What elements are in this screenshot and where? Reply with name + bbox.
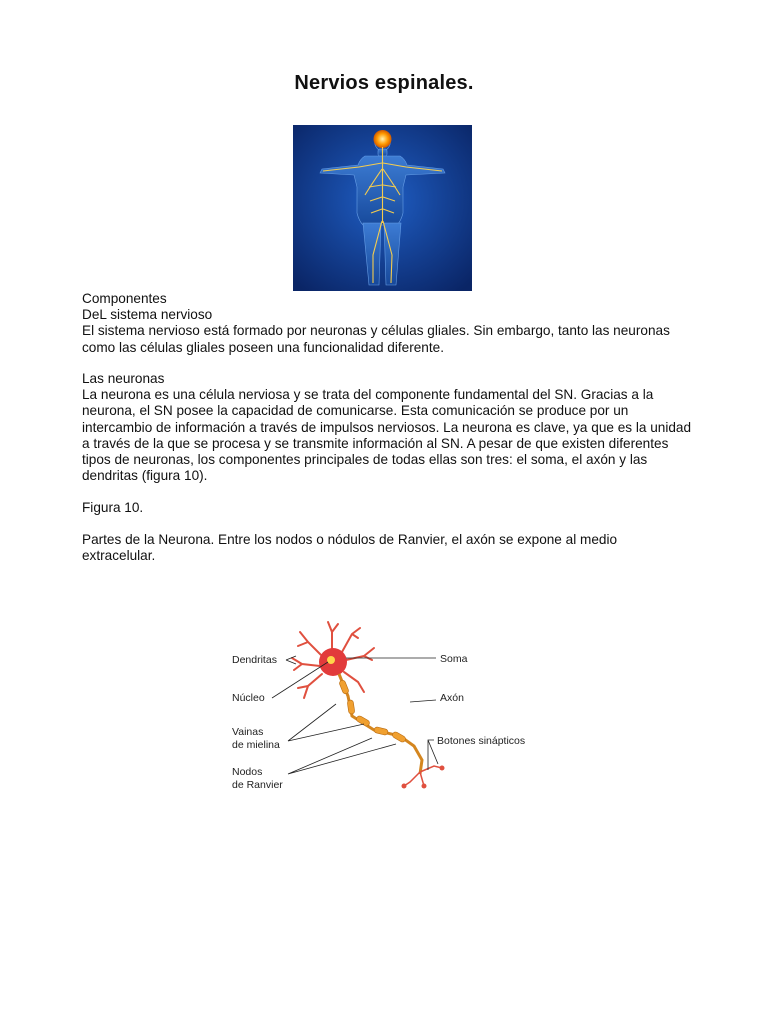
neurons-section bbox=[82, 371, 692, 484]
figure-caption bbox=[82, 500, 692, 516]
label-botones: Botones sinápticos bbox=[437, 735, 526, 747]
label-nodos-2: de Ranvier bbox=[232, 779, 283, 791]
nervous-system-figure bbox=[293, 125, 472, 291]
label-nodos-1: Nodos bbox=[232, 766, 263, 778]
neuron-parts-section bbox=[82, 532, 692, 564]
paragraph-neurons: La neurona es una célula nerviosa y se trata del componente fundamental del SN. Gracias a la neurona, el SN posee la capacidad de comunicarse. Esta comunicación se produce por un intercambio de información a través de impulsos nerviosos. La neurona es clave, ya que es la unidad a través de la que se procesa y se transmite información al SN. A pesar de que existen diferentes tipos de neuronas, los componentes principales de todas ellas son tres: el soma, el axón y las dendritas (figura 10). bbox=[82, 387, 692, 484]
components-section bbox=[82, 291, 692, 356]
section-subheading: DeL sistema nervioso bbox=[82, 307, 213, 323]
page-title: Nervios espinales. bbox=[294, 72, 474, 94]
neurons-heading: Las neuronas bbox=[82, 371, 165, 386]
paragraph-glial: El sistema nervioso está formado por neuronas y células gliales. Sin embargo, tanto las neuronas como las células gliales poseen una funcionalidad diferente. bbox=[82, 323, 670, 355]
neuron-diagram bbox=[224, 616, 546, 796]
label-dendritas: Dendritas bbox=[232, 654, 277, 666]
section-heading: Componentes bbox=[82, 291, 167, 306]
figure-caption-text: Figura 10. bbox=[82, 500, 144, 515]
label-axon: Axón bbox=[440, 692, 464, 704]
paragraph-ranvier: Partes de la Neurona. Entre los nodos o nódulos de Ranvier, el axón se expone al medio extracelular. bbox=[82, 532, 618, 564]
brain-glow bbox=[374, 130, 392, 148]
nucleus-shape bbox=[327, 656, 335, 664]
label-nucleo: Núcleo bbox=[232, 692, 265, 704]
label-vainas-1: Vainas bbox=[232, 726, 264, 738]
label-vainas-2: de mielina bbox=[232, 739, 280, 751]
label-soma: Soma bbox=[440, 653, 468, 665]
